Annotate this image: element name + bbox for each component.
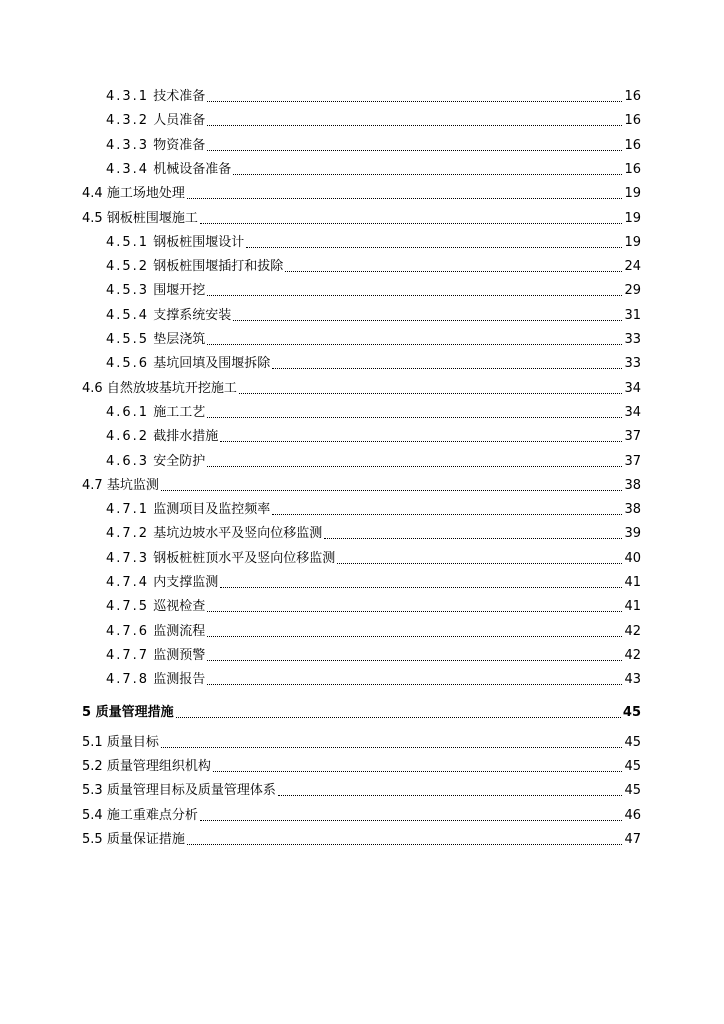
toc-entry-title: 巡视检查: [153, 599, 206, 615]
toc-entry-label: [82, 782, 276, 800]
toc-entry[interactable]: [0, 521, 724, 543]
toc-dot-leader: [239, 392, 623, 394]
toc-dot-leader: [213, 770, 623, 772]
toc-entry-number: 5: [82, 704, 92, 720]
toc-dot-leader: [207, 635, 622, 637]
toc-entry-label: [82, 380, 237, 398]
toc-entry[interactable]: [0, 643, 724, 665]
toc-entry-page-number: 16: [624, 89, 641, 104]
toc-entry-title: 钢板桩围堰插打和拔除: [153, 259, 284, 275]
toc-dot-leader: [207, 610, 622, 612]
toc-entry-title: 基坑监测: [106, 477, 159, 493]
toc-entry-label: [82, 210, 198, 228]
toc-entry-number: 5.3: [82, 783, 103, 799]
toc-entry-title: 物资准备: [153, 137, 206, 153]
toc-entry-page-number: 37: [624, 429, 641, 445]
toc-entry-number: 4.5.6: [106, 356, 150, 372]
toc-entry-page-number: 46: [624, 807, 641, 823]
toc-entry-page-number: 19: [624, 186, 641, 202]
toc-dot-leader: [207, 294, 622, 296]
toc-entry-page-number: 19: [624, 234, 641, 250]
toc-entry-number: 4.7: [82, 477, 103, 493]
toc-entry-label: [106, 112, 205, 130]
toc-entry-title: 基坑回填及围堰拆除: [153, 356, 271, 372]
toc-entry-label: [106, 574, 218, 592]
toc-entry-page-number: 37: [624, 453, 641, 469]
toc-dot-leader: [207, 659, 622, 661]
toc-entry[interactable]: [0, 473, 724, 495]
toc-entry-number: 4.6.3: [106, 453, 150, 469]
toc-entry-page-number: 45: [624, 783, 641, 799]
toc-entry-label: [106, 647, 205, 665]
toc-dot-leader: [207, 149, 622, 151]
toc-entry-title: 人员准备: [153, 113, 206, 129]
toc-entry-title: 支撑系统安装: [153, 307, 232, 323]
toc-entry-number: 4.6: [82, 380, 103, 396]
toc-entry-page-number: 16: [624, 161, 641, 177]
toc-entry-title: 质量目标: [106, 734, 159, 750]
toc-dot-leader: [176, 716, 621, 718]
toc-entry-label: [106, 137, 205, 155]
toc-entry-number: 4.4: [82, 186, 103, 202]
toc-entry-page-number: 16: [624, 113, 641, 129]
toc-entry-number: 4.5.1: [106, 234, 150, 250]
toc-entry[interactable]: [0, 84, 724, 106]
toc-entry[interactable]: [0, 619, 724, 641]
toc-entry-title: 围堰开挖: [153, 283, 206, 299]
toc-dot-leader: [278, 794, 623, 796]
toc-entry-title: 钢板桩围堰施工: [106, 210, 198, 226]
toc-dot-leader: [246, 246, 622, 248]
toc-entry-title: 安全防护: [153, 453, 206, 469]
toc-entry-page-number: 38: [624, 502, 641, 518]
toc-entry-page-number: 33: [624, 332, 641, 347]
toc-entry-page-number: 45: [624, 759, 641, 775]
toc-dot-leader: [161, 489, 623, 491]
toc-dot-leader: [324, 537, 622, 539]
toc-entry-label: [82, 477, 159, 495]
toc-entry-label: [82, 807, 198, 825]
toc-dot-leader: [337, 562, 622, 564]
toc-entry-label: [106, 331, 205, 349]
toc-entry-title: 基坑边坡水平及竖向位移监测: [153, 526, 323, 542]
toc-entry-label: [106, 161, 231, 179]
toc-entry-label: [82, 704, 174, 722]
toc-entry-title: 截排水措施: [153, 429, 219, 445]
toc-entry-number: 4.7.6: [106, 623, 150, 639]
toc-entry[interactable]: [0, 754, 724, 776]
toc-entry[interactable]: [0, 424, 724, 446]
toc-entry-title: 监测流程: [153, 623, 206, 639]
toc-entry[interactable]: [0, 449, 724, 471]
toc-entry-label: [82, 185, 185, 203]
toc-entry-title: 技术准备: [153, 89, 206, 104]
toc-entry-number: 4.7.7: [106, 647, 150, 663]
toc-dot-leader: [200, 222, 623, 224]
toc-entry[interactable]: [0, 133, 724, 155]
toc-entry-page-number: 39: [624, 526, 641, 542]
toc-entry-page-number: 45: [622, 704, 641, 720]
toc-entry[interactable]: [0, 570, 724, 592]
toc-entry-number: 5.4: [82, 807, 103, 823]
toc-entry-label: [106, 671, 205, 689]
toc-entry-number: 4.5: [82, 210, 103, 226]
toc-entry[interactable]: [0, 700, 724, 722]
toc-entry[interactable]: [0, 181, 724, 203]
toc-entry-title: 质量保证措施: [106, 832, 185, 847]
toc-entry-title: 钢板桩围堰设计: [153, 234, 245, 250]
toc-entry-title: 内支撑监测: [153, 575, 219, 590]
toc-dot-leader: [207, 683, 622, 685]
toc-entry-number: 4.5.5: [106, 332, 150, 347]
toc-entry-page-number: 47: [624, 832, 641, 847]
toc-entry[interactable]: [0, 400, 724, 422]
toc-entry[interactable]: [0, 778, 724, 800]
toc-dot-leader: [285, 270, 622, 272]
toc-entry[interactable]: [0, 497, 724, 519]
toc-entry-page-number: 43: [624, 672, 641, 688]
toc-entry-label: [106, 355, 270, 373]
toc-entry-number: 4.5.2: [106, 259, 150, 275]
toc-entry-label: [82, 831, 185, 849]
toc-entry-number: 4.6.1: [106, 404, 150, 420]
toc-entry-number: 4.3.1: [106, 89, 150, 104]
toc-dot-leader: [207, 465, 622, 467]
toc-entry-title: 钢板桩桩顶水平及竖向位移监测: [153, 550, 336, 566]
toc-dot-leader: [233, 173, 622, 175]
toc-entry-title: 质量管理措施: [95, 704, 174, 720]
toc-entry-title: 施工重难点分析: [106, 807, 198, 823]
toc-dot-leader: [187, 843, 623, 845]
toc-entry[interactable]: [0, 327, 724, 349]
toc-entry-page-number: 34: [624, 404, 641, 420]
toc-dot-leader: [220, 586, 622, 588]
toc-entry[interactable]: [0, 730, 724, 752]
toc-entry-page-number: 19: [624, 210, 641, 226]
toc-entry-page-number: 42: [624, 623, 641, 639]
toc-entry-title: 监测预警: [153, 647, 206, 663]
toc-entry[interactable]: [0, 157, 724, 179]
toc-entry-label: [106, 258, 283, 276]
toc-entry-title: 质量管理组织机构: [106, 759, 211, 775]
toc-dot-leader: [207, 124, 622, 126]
toc-entry-number: 4.7.3: [106, 550, 150, 566]
toc-entry-label: [106, 234, 244, 252]
toc-entry-page-number: 29: [624, 283, 641, 299]
toc-entry-number: 4.7.4: [106, 575, 150, 590]
toc-entry-label: [106, 598, 205, 616]
toc-dot-leader: [207, 416, 622, 418]
toc-dot-leader: [272, 513, 622, 515]
toc-entry-page-number: 24: [624, 259, 641, 275]
toc-entry[interactable]: [0, 376, 724, 398]
toc-dot-leader: [207, 343, 622, 345]
toc-entry-label: [106, 282, 205, 300]
toc-entry-number: 4.7.5: [106, 599, 150, 615]
toc-entry-label: [106, 623, 205, 641]
toc-entry-title: 监测项目及监控频率: [153, 502, 271, 518]
toc-dot-leader: [220, 440, 622, 442]
toc-entry-number: 4.7.8: [106, 672, 150, 688]
toc-entry-number: 4.3.2: [106, 113, 150, 129]
toc-entry[interactable]: [0, 594, 724, 616]
toc-entry-label: [106, 428, 218, 446]
toc-entry-title: 机械设备准备: [153, 161, 232, 177]
toc-entry[interactable]: [0, 827, 724, 849]
toc-entry-number: 5.5: [82, 832, 103, 847]
toc-entry-title: 自然放坡基坑开挖施工: [106, 380, 237, 396]
toc-dot-leader: [272, 367, 622, 369]
toc-entry[interactable]: [0, 546, 724, 568]
toc-dot-leader: [161, 746, 623, 748]
toc-entry-title: 施工工艺: [153, 404, 206, 420]
toc-entry[interactable]: [0, 254, 724, 276]
toc-entry-number: 4.3.4: [106, 161, 150, 177]
toc-entry-label: [106, 88, 205, 106]
toc-dot-leader: [200, 819, 623, 821]
toc-entry-title: 质量管理目标及质量管理体系: [106, 783, 276, 799]
toc-entry-page-number: 41: [624, 575, 641, 590]
toc-entry-number: 4.5.4: [106, 307, 150, 323]
toc-entry-label: [106, 501, 270, 519]
toc-entry-page-number: 45: [624, 734, 641, 750]
toc-entry-page-number: 33: [624, 356, 641, 372]
toc-entry-number: 4.5.3: [106, 283, 150, 299]
toc-entry-label: [106, 525, 322, 543]
toc-entry-number: 4.7.2: [106, 526, 150, 542]
toc-entry-number: 4.3.3: [106, 137, 150, 153]
toc-entry-label: [82, 758, 211, 776]
toc-entry-page-number: 16: [624, 137, 641, 153]
toc-entry-label: [106, 550, 335, 568]
toc-entry[interactable]: [0, 351, 724, 373]
toc-entry-title: 监测报告: [153, 672, 206, 688]
toc-entry-page-number: 38: [624, 477, 641, 493]
toc-entry-label: [106, 453, 205, 471]
toc-entry-page-number: 41: [624, 599, 641, 615]
toc-entry[interactable]: [0, 303, 724, 325]
toc-entry-label: [106, 307, 231, 325]
toc-dot-leader: [207, 100, 622, 102]
toc-entry-title: 施工场地处理: [106, 186, 185, 202]
toc-entry[interactable]: [0, 206, 724, 228]
toc-entry-number: 4.6.2: [106, 429, 150, 445]
toc-entry[interactable]: [0, 667, 724, 689]
toc-dot-leader: [233, 319, 622, 321]
toc-dot-leader: [187, 197, 623, 199]
toc-entry[interactable]: [0, 278, 724, 300]
toc-entry-page-number: 31: [624, 307, 641, 323]
toc-entry-label: [106, 404, 205, 422]
toc-entry[interactable]: [0, 230, 724, 252]
toc-entry-page-number: 34: [624, 380, 641, 396]
toc-entry[interactable]: [0, 108, 724, 130]
toc-entry-label: [82, 734, 159, 752]
toc-entry[interactable]: [0, 803, 724, 825]
toc-entry-page-number: 42: [624, 647, 641, 663]
toc-entry-title: 垫层浇筑: [153, 332, 206, 347]
toc-entry-number: 4.7.1: [106, 502, 150, 518]
toc-entry-page-number: 40: [624, 550, 641, 566]
toc-entry-number: 5.2: [82, 759, 103, 775]
toc-entry-number: 5.1: [82, 734, 103, 750]
